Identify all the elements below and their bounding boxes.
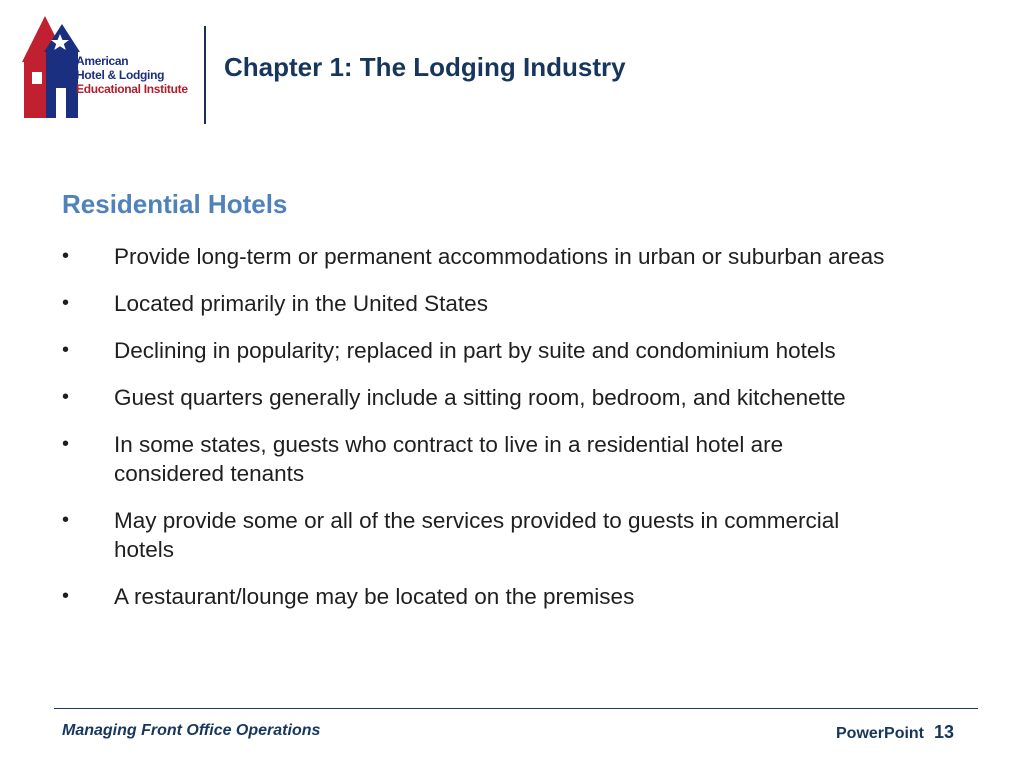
bullet-icon: • bbox=[62, 509, 70, 531]
page-number: 13 bbox=[934, 722, 955, 742]
footer-divider bbox=[54, 708, 978, 709]
bullet-text: Guest quarters generally include a sitting room, bedroom, and kitchenette bbox=[114, 385, 846, 410]
bullet-item bbox=[62, 383, 1022, 412]
bullet-text-line-1: May provide some or all of the services provided to guests in commercial bbox=[114, 508, 840, 533]
logo-text bbox=[76, 54, 188, 96]
bullet-item bbox=[62, 242, 1022, 271]
chapter-title: Chapter 1: The Lodging Industry bbox=[224, 52, 626, 82]
bullet-text-line-1: In some states, guests who contract to live in a residential hotel are bbox=[114, 432, 784, 457]
bullet-text: A restaurant/lounge may be located on the premises bbox=[114, 584, 635, 609]
bullet-icon: • bbox=[62, 585, 70, 607]
bullet-icon: • bbox=[62, 433, 70, 455]
bullet-icon: • bbox=[62, 292, 70, 314]
aheli-logo bbox=[22, 16, 192, 120]
bullet-text-line-2: hotels bbox=[114, 537, 175, 562]
footer-course-title: Managing Front Office Operations bbox=[62, 722, 321, 739]
bullet-text: Located primarily in the United States bbox=[114, 291, 488, 316]
footer-right bbox=[836, 722, 954, 743]
bullet-text: Provide long-term or permanent accommodations in urban or suburban areas bbox=[114, 244, 885, 269]
bullet-text: Declining in popularity; replaced in part by suite and condominium hotels bbox=[114, 338, 836, 363]
bullet-item bbox=[62, 582, 1022, 611]
footer-label: PowerPoint bbox=[836, 725, 925, 742]
section-title: Residential Hotels bbox=[62, 189, 288, 219]
logo-line-3: Educational Institute bbox=[76, 82, 188, 96]
header-divider bbox=[204, 26, 206, 124]
bullet-item bbox=[62, 430, 1022, 488]
bullet-icon: • bbox=[62, 386, 70, 408]
bullet-list bbox=[62, 242, 1022, 629]
logo-line-2: Hotel & Lodging bbox=[76, 68, 165, 82]
bullet-icon: • bbox=[62, 339, 70, 361]
bullet-item bbox=[62, 289, 1022, 318]
bullet-icon: • bbox=[62, 245, 70, 267]
bullet-text-line-2: considered tenants bbox=[114, 461, 305, 486]
bullet-item bbox=[62, 336, 1022, 365]
logo-line-1: American bbox=[76, 54, 129, 68]
bullet-item bbox=[62, 506, 1022, 564]
